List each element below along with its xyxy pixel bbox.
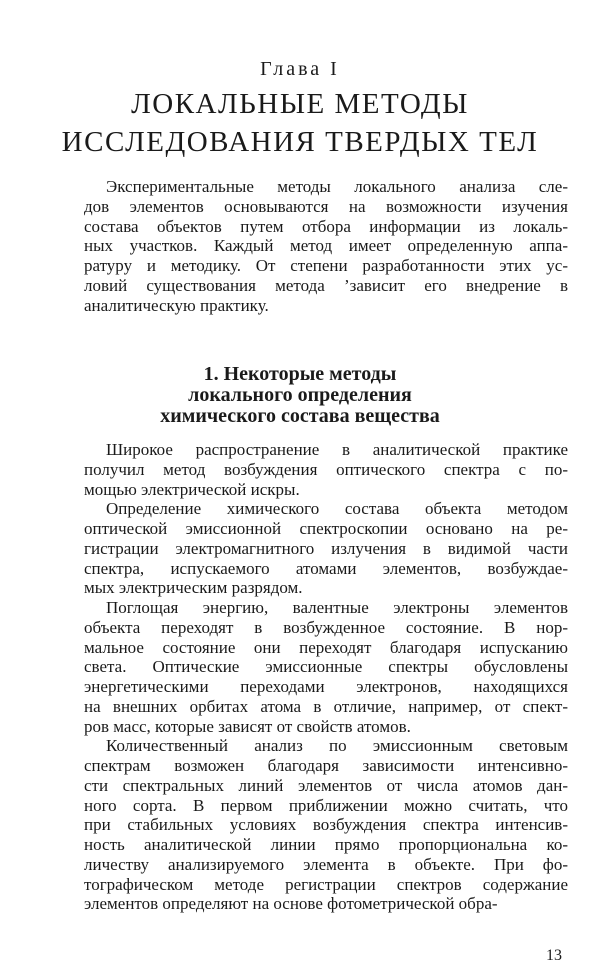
section-heading-line: 1. Некоторые методы — [203, 363, 397, 385]
text-line: мых электрическим разрядом. — [84, 578, 303, 598]
text-line: сти спектральных линий элементов от числа атомов дан- — [84, 775, 568, 795]
text-line: ловий существования метода ’зависит его внедрение в — [84, 275, 568, 295]
text-line: объекта переходят в возбужденное состояние. В нор- — [84, 617, 568, 637]
text-line: гистрации электромагнитного излучения в видимой части — [84, 538, 568, 558]
text-line: элементов определяют на основе фотометрической обра- — [84, 894, 498, 914]
text-line: тографическом методе регистрации спектров содержание — [84, 874, 568, 894]
body-text — [84, 440, 568, 914]
chapter-title-line-1: ЛОКАЛЬНЫЕ МЕТОДЫ — [131, 88, 469, 120]
text-line: Поглощая энергию, валентные электроны элементов — [106, 598, 568, 617]
text-line: Определение химического состава объекта методом — [106, 499, 568, 519]
section-heading-line: химического состава вещества — [160, 405, 440, 427]
intro-paragraph — [84, 177, 568, 315]
text-line: аналитическую практику. — [84, 295, 269, 315]
text-line: ного сорта. В первом приближении можно считать, что — [84, 795, 568, 815]
text-line: ность аналитической линии прямо пропорциональна ко- — [84, 835, 568, 854]
paragraph — [84, 440, 568, 499]
text-line: ратуру и методику. От степени разработанности этих ус- — [84, 256, 568, 275]
paragraph — [84, 736, 568, 914]
section-heading-line: локального определения — [188, 384, 412, 406]
text-line: на внешних орбитах атома в отличие, например, от спект- — [84, 696, 568, 716]
text-line: получил метод возбуждения оптического спектра с по- — [84, 459, 568, 479]
text-line: состава объектов путем отбора информации из локаль- — [84, 216, 568, 236]
text-line: Широкое распространение в аналитической практике — [106, 440, 568, 459]
chapter-label: Глава I — [260, 58, 340, 80]
page-number: 13 — [546, 947, 562, 964]
section-heading — [0, 364, 600, 427]
text-line: Количественный анализ по эмиссионным световым — [106, 736, 568, 756]
text-line: энергетическими переходами электронов, находящихся — [84, 677, 568, 696]
paragraph — [84, 499, 568, 598]
text-line: ров масс, которые зависят от свойств атомов. — [84, 716, 411, 736]
paragraph — [84, 598, 568, 736]
text-line: Экспериментальные методы локального анализа сле- — [106, 177, 568, 196]
text-line: оптической эмиссионной спектроскопии основано на ре- — [84, 519, 568, 538]
text-line: спектрам возможен благодаря зависимости интенсивно- — [84, 756, 568, 775]
text-line: дов элементов основываются на возможности изучения — [84, 196, 568, 216]
text-line: мощью электрической искры. — [84, 479, 300, 499]
text-line: личеству анализируемого элемента в объекте. При фо- — [84, 854, 568, 874]
text-line: мальное состояние они переходят благодаря испусканию — [84, 637, 568, 657]
text-line: при стабильных условиях возбуждения спектра интенсив- — [84, 815, 568, 835]
text-line: света. Оптические эмиссионные спектры обусловлены — [84, 657, 568, 677]
chapter-title-line-2: ИССЛЕДОВАНИЯ ТВЕРДЫХ ТЕЛ — [61, 126, 539, 158]
text-line: спектра, испускаемого атомами элементов, возбуждае- — [84, 558, 568, 578]
text-line: ных участков. Каждый метод имеет определенную аппа- — [84, 236, 568, 256]
